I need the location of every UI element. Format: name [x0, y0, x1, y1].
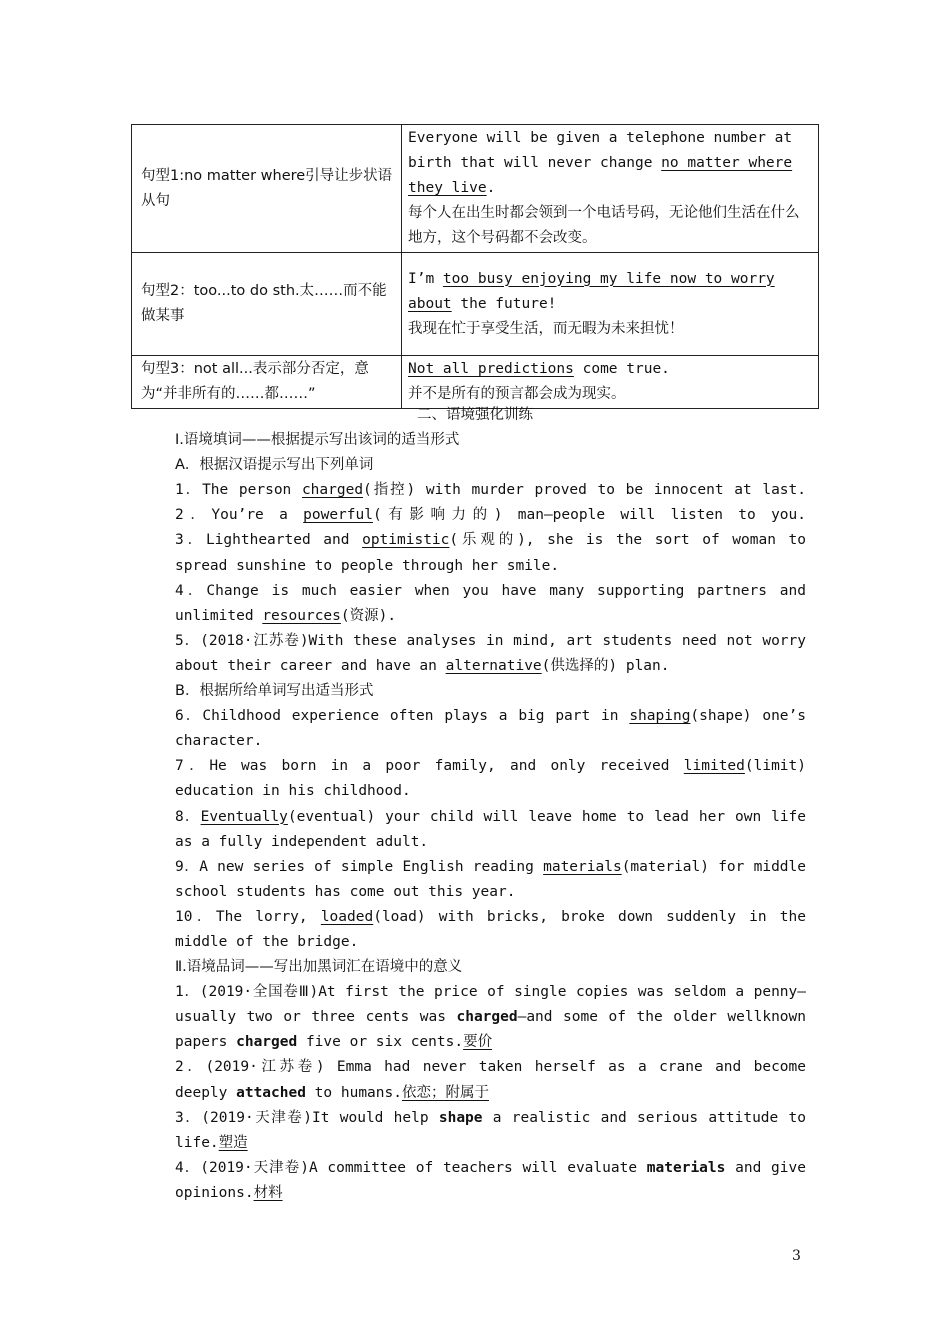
exercise-item: 3．(2019·天津卷)It would help shape a realistic and serious attitude to life.塑造 [175, 1109, 806, 1151]
table-row [132, 356, 819, 409]
answer: 塑造 [218, 1134, 248, 1151]
exercise-item: 8．Eventually(eventual) your child will leave home to lead her own life as a fully independent adult. [175, 808, 807, 850]
part1-title: Ⅰ.语境填词——根据提示写出该词的适当形式 [175, 432, 460, 449]
exercise-item: 6．Childhood experience often plays a big part in shaping(shape) one’s character. [175, 708, 806, 750]
answer: materials [543, 858, 622, 875]
answer: 材料 [253, 1184, 283, 1201]
answer: 依恋；附属于 [401, 1084, 489, 1101]
answer: shaping [629, 708, 691, 725]
exercise-item: 10．The lorry, loaded(load) with bricks, broke down suddenly in the middle of the bridge. [175, 908, 806, 950]
part1-b-title: B．根据所给单词写出适当形式 [175, 683, 374, 700]
exercise-item: 1．(2019·全国卷Ⅲ)At first the price of single copies was seldom a penny—usually two or three cents was charged—and some of the older wellknown papers charged five or six cents.要价 [175, 984, 806, 1051]
page-number: 3 [792, 1248, 801, 1264]
bold-word: charged [456, 1009, 518, 1026]
table-row [132, 125, 819, 253]
translation: 并不是所有的预言都会成为现实。 [408, 386, 626, 402]
bold-word: attached [236, 1084, 306, 1101]
exercise-item: 9．A new series of simple English reading materials(material) for middle school students has come out this year. [175, 858, 806, 900]
translation: 我现在忙于享受生活，而无暇为未来担忧！ [408, 320, 684, 337]
pattern-example: I’m too busy enjoying my life now to worry about the future! 我现在忙于享受生活，而无暇为未来担忧！ [402, 253, 819, 356]
underlined-answer: too busy enjoying my life now to worry about [408, 270, 775, 312]
answer: optimistic [362, 532, 450, 549]
underlined-answer: Not all predictions [408, 361, 574, 377]
answer: powerful [303, 507, 373, 524]
exercise-body [144, 403, 806, 1206]
section-title: 二、语境强化训练 [417, 407, 533, 423]
exercise-item: 4．(2019·天津卷)A committee of teachers will evaluate materials and give opinions.材料 [175, 1159, 806, 1201]
answer: limited [683, 758, 745, 775]
exercise-item: 4．Change is much easier when you have many supporting partners and unlimited resources(资源). [175, 582, 806, 624]
answer: Eventually [200, 808, 288, 825]
answer: 要价 [463, 1034, 493, 1051]
exercise-item: 2．(2019·江苏卷) Emma had never taken herself as a crane and become deeply attached to humans.依恋；附属于 [175, 1059, 806, 1101]
exercise-item: 1．The person charged(指控) with murder proved to be innocent at last. [175, 482, 806, 499]
pattern-example: Everyone will be given a telephone number at birth that will never change no matter where they live. 每个人在出生时都会领到一个电话号码，无论他们生活在什么地方，这个号码都不会改变。 [402, 125, 819, 253]
answer: charged [301, 482, 364, 499]
part2-title: Ⅱ.语境品词——写出加黑词汇在语境中的意义 [175, 959, 463, 976]
underlined-answer: no matter where they live [408, 155, 793, 196]
table-row [132, 253, 819, 356]
answer: loaded [320, 908, 374, 925]
translation: 每个人在出生时都会领到一个电话号码，无论他们生活在什么地方，这个号码都不会改变。 [408, 205, 800, 246]
exercise-item: 7．He was born in a poor family, and only received limited(limit) education in his childhood. [175, 758, 806, 800]
sentence-pattern-table [131, 124, 819, 409]
part1-a-title: A．根据汉语提示写出下列单词 [175, 457, 374, 474]
answer: resources [262, 607, 341, 624]
bold-word: charged [236, 1034, 298, 1051]
exercise-item: 5．(2018·江苏卷)With these analyses in mind, art students need not worry about their career and have an alternative(供选择的) plan. [175, 632, 806, 674]
pattern-example: Not all predictions come true. 并不是所有的预言都会成为现实。 [402, 356, 819, 409]
answer: alternative [445, 657, 542, 674]
pattern-label: 句型1:no matter where引导让步状语从句 [132, 125, 402, 253]
pattern-label: 句型3：not all...表示部分否定，意为“并非所有的……都……” [132, 356, 402, 409]
bold-word: materials [646, 1159, 726, 1176]
exercise-item: 3．Lighthearted and optimistic(乐观的), she is the sort of woman to spread sunshine to people through her smile. [175, 532, 807, 574]
pattern-label: 句型2：too...to do sth.太……而不能做某事 [132, 253, 402, 356]
exercise-item: 2．You’re a powerful(有影响力的) man—people will listen to you. [175, 507, 806, 524]
bold-word: shape [438, 1109, 483, 1126]
